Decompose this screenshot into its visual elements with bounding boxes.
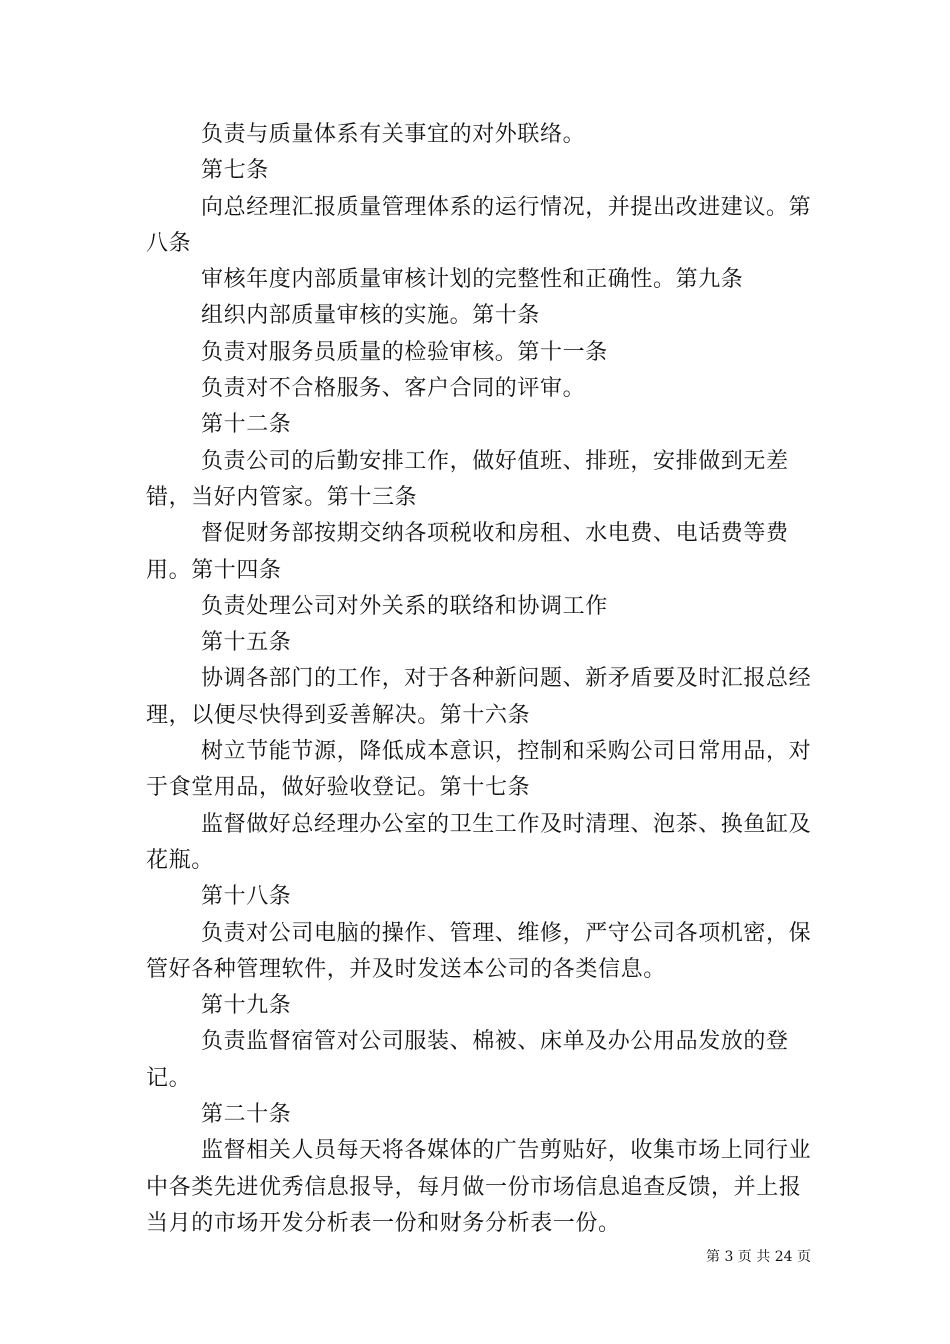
article-heading: 第十二条 (201, 412, 292, 438)
paragraph: 协调各部门的工作，对于各种新问题、新矛盾要及时汇报总经理，以便尽快得到妥善解决。第十六条 (146, 666, 812, 728)
article-heading: 第七条 (201, 158, 269, 184)
paragraph: 负责对服务员质量的检验审核。第十一条 (201, 339, 608, 365)
paragraph: 负责处理公司对外关系的联络和协调工作 (201, 593, 608, 619)
paragraph: 监督做好总经理办公室的卫生工作及时清理、泡茶、换鱼缸及花瓶。 (146, 811, 812, 873)
paragraph: 负责对公司电脑的操作、管理、维修，严守公司各项机密，保管好各种管理软件，并及时发送本公司的各类信息。 (146, 920, 812, 982)
paragraph: 负责与质量体系有关事宜的对外联络。 (201, 122, 586, 147)
paragraph: 负责监督宿管对公司服装、棉被、床单及办公用品发放的登记。 (146, 1029, 789, 1091)
document-body (146, 117, 816, 1242)
paragraph: 向总经理汇报质量管理体系的运行情况，并提出改进建议。第八条 (146, 194, 812, 256)
paragraph: 负责公司的后勤安排工作，做好值班、排班，安排做到无差错，当好内管家。第十三条 (146, 448, 789, 510)
paragraph: 组织内部质量审核的实施。第十条 (201, 303, 541, 329)
article-heading: 第十八条 (201, 884, 292, 910)
article-heading: 第十九条 (201, 993, 292, 1019)
paragraph: 督促财务部按期交纳各项税收和房租、水电费、电话费等费用。第十四条 (146, 521, 789, 583)
paragraph: 监督相关人员每天将各媒体的广告剪贴好，收集市场上同行业中各类先进优秀信息报导，每月做一份市场信息追查反馈，并上报当月的市场开发分析表一份和财务分析表一份。 (146, 1138, 812, 1236)
article-heading: 第十五条 (201, 630, 292, 656)
paragraph: 审核年度内部质量审核计划的完整性和正确性。第九条 (201, 267, 744, 293)
article-heading: 第二十条 (201, 1102, 292, 1128)
paragraph: 负责对不合格服务、客户合同的评审。 (201, 376, 586, 402)
page-number-footer: 第 3 页 共 24 页 (706, 1249, 811, 1265)
paragraph: 树立节能节源，降低成本意识，控制和采购公司日常用品，对于食堂用品，做好验收登记。第十七条 (146, 739, 812, 801)
